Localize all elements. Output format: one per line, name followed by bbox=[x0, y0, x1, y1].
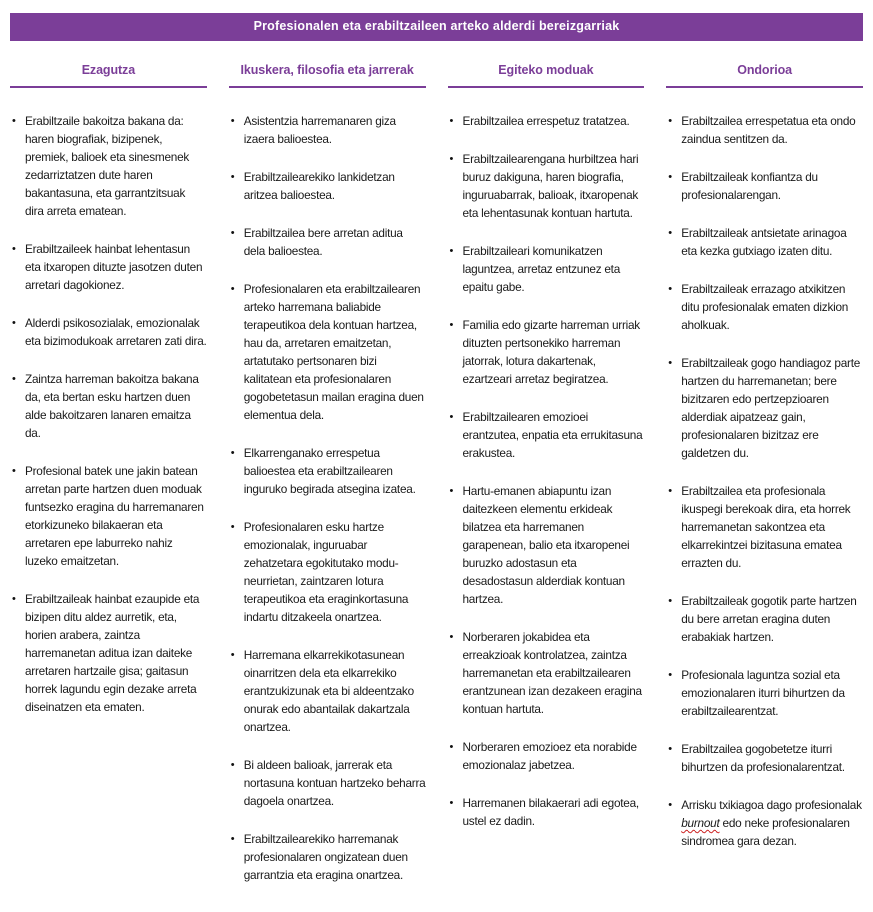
bullet-icon: • bbox=[230, 447, 235, 459]
list-item bbox=[666, 280, 863, 334]
list-item-text: Profesionalaren esku hartze emozionalak, inguruabar zehatzetara egokitutako modu-neurrietan, zaintzaren lotura terapeutikoa eta eraginkortasuna indartu ditzakeela onartzea. bbox=[243, 520, 409, 624]
bullet-icon: • bbox=[668, 669, 672, 681]
list-item bbox=[666, 354, 863, 462]
bullet-icon: • bbox=[668, 357, 672, 369]
bullet-list bbox=[448, 112, 645, 830]
list-item bbox=[666, 482, 863, 572]
list-item-text: Erabiltzaileak gogo handiagoz parte hartzen du harremanetan; bere bizitzaren edo pertzepzioaren alderdiak aipatzeaz gain, profesionalaren bizitzaz ere galdetzen du. bbox=[681, 356, 861, 460]
list-item-text: Erabiltzailea errespetuz tratatzea. bbox=[462, 114, 630, 128]
column-3 bbox=[448, 63, 645, 904]
list-item-text: Harremanen bilakaerari adi egotea, ustel ez dadin. bbox=[462, 796, 639, 828]
bullet-icon: • bbox=[668, 115, 672, 127]
list-item bbox=[10, 314, 207, 350]
table-title-bar bbox=[10, 13, 863, 41]
list-item-text: Erabiltzailearengana hurbiltzea hari buruz dakiguna, haren biografia, inguruabarrak, balioak, itxaropenak eta lehentasunak kontuan hartuta. bbox=[462, 152, 639, 220]
list-item-text: Erabiltzaileak konfiantza du profesionalarengan. bbox=[681, 170, 818, 202]
list-item bbox=[229, 444, 426, 498]
list-item-text: Erabiltzailearekiko lankidetzan aritzea balioestea. bbox=[243, 170, 395, 202]
list-item bbox=[10, 370, 207, 442]
bullet-icon: • bbox=[12, 317, 16, 329]
bullet-icon: • bbox=[12, 465, 16, 477]
misspelled-word: burnout bbox=[681, 816, 720, 830]
columns bbox=[10, 63, 863, 904]
list-item bbox=[448, 112, 645, 130]
list-item-text: Erabiltzaileak hainbat ezaupide eta bizipen ditu aldez aurretik, eta, horien arabera, zaintza harremanetan aditua izan daiteke arretaren hartzaile gisa; gaitasun horrek lagundu egin dezake arreta diseinatzen eta ematen. bbox=[25, 592, 200, 714]
bullet-list bbox=[666, 112, 863, 850]
bullet-icon: • bbox=[668, 595, 672, 607]
bullet-icon: • bbox=[449, 411, 454, 423]
list-item-text: Hartu-emanen abiapuntu izan daitezkeen elementu erkideak bilatzea eta harremanen garapenean, balio eta itxaropenei buruzko adostasun eta desadostasun alderdiak kontuan hartzea. bbox=[462, 484, 630, 606]
column-1 bbox=[10, 63, 207, 904]
list-item-text: Familia edo gizarte harreman urriak dituzten pertsonekiko harreman jatorrak, lotura dakartenak, ezartzeari arretaz begiratzea. bbox=[462, 318, 640, 386]
list-item-text: Erabiltzailearekiko harremanak profesionalaren ongizatean duen garrantzia eta eragina onartzea. bbox=[243, 832, 408, 882]
list-item-text: Erabiltzailea bere arretan aditua dela balioestea. bbox=[243, 226, 403, 258]
list-item bbox=[229, 112, 426, 148]
table-title: Profesionalen eta erabiltzaileen arteko alderdi bereizgarriak bbox=[253, 19, 620, 33]
list-item-text: Profesional batek une jakin batean arretan parte hartzen duen moduak funtsezko eragina du harremanaren etorkizuneko bilakaeran eta arretaren epe laburreko nahiz luzeko emaitzetan. bbox=[25, 464, 204, 568]
bullet-icon: • bbox=[668, 799, 672, 811]
list-item bbox=[448, 316, 645, 388]
bullet-icon: • bbox=[12, 593, 16, 605]
bullet-icon: • bbox=[230, 649, 235, 661]
list-item-text: Erabiltzaileek hainbat lehentasun eta itxaropen dituzte jasotzen duten arretari dagokionez. bbox=[25, 242, 203, 292]
bullet-icon: • bbox=[449, 319, 454, 331]
bullet-icon: • bbox=[668, 227, 672, 239]
list-item bbox=[229, 280, 426, 424]
bullet-icon: • bbox=[449, 797, 454, 809]
list-item-text: Profesionalaren eta erabiltzailearen arteko harremana baliabide terapeutikoa dela kontuan hartzea, hau da, arretaren emaitzetan, artatutako pertsonaren bizi kalitatean eta profesionalaren gogobetetasun mailan eragina duen elementua dela. bbox=[243, 282, 424, 422]
list-item-text: Erabiltzailea gogobetetze iturri bihurtzen da profesionalarentzat. bbox=[681, 742, 845, 774]
bullet-icon: • bbox=[12, 243, 16, 255]
list-item-text: Profesionala laguntza sozial eta emozionalaren iturri bihurtzen da erabiltzailearentzat. bbox=[681, 668, 845, 718]
list-item bbox=[448, 150, 645, 222]
list-item bbox=[666, 592, 863, 646]
bullet-icon: • bbox=[230, 521, 235, 533]
list-item bbox=[666, 796, 863, 850]
bullet-icon: • bbox=[230, 759, 235, 771]
column-4 bbox=[666, 63, 863, 904]
list-item-text: Arrisku txikiagoa dago profesionalak burnout edo neke profesionalaren sindromea gara dezan. bbox=[681, 798, 862, 848]
list-item bbox=[666, 740, 863, 776]
column-header: Ikuskera, filosofia eta jarrerak bbox=[229, 63, 426, 88]
list-item-text: Erabiltzaileak gogotik parte hartzen du bere arretan eragina duten erabakiak hartzen. bbox=[681, 594, 857, 644]
list-item-text: Norberaren emozioez eta norabide emozionalaz jabetzea. bbox=[462, 740, 637, 772]
list-item bbox=[229, 518, 426, 626]
bullet-icon: • bbox=[12, 373, 16, 385]
list-item bbox=[229, 756, 426, 810]
list-item bbox=[10, 590, 207, 716]
list-item-text: Erabiltzailea eta profesionala ikuspegi berekoak dira, eta horrek harremanetan sakontzea eta elkarrekintzei bizitasuna ematea errazten du. bbox=[681, 484, 851, 570]
bullet-icon: • bbox=[668, 171, 672, 183]
list-item bbox=[448, 408, 645, 462]
list-item-text: Norberaren jokabidea eta erreakzioak kontrolatzea, zaintza harremanetan eta erabiltzailearen erantzunean izan dezakeen eragina kontuan hartuta. bbox=[462, 630, 642, 716]
column-2 bbox=[229, 63, 426, 904]
list-item-text: Asistentzia harremanaren giza izaera balioestea. bbox=[243, 114, 396, 146]
list-item-text: Erabiltzaileak errazago atxikitzen ditu profesionalak ematen dizkion aholkuak. bbox=[681, 282, 849, 332]
list-item-text: Alderdi psikosozialak, emozionalak eta bizimodukoak arretaren zati dira. bbox=[25, 316, 207, 348]
list-item bbox=[448, 242, 645, 296]
list-item-text: Erabiltzailearen emozioei erantzutea, enpatia eta errukitasuna erakustea. bbox=[462, 410, 643, 460]
list-item bbox=[448, 794, 645, 830]
list-item bbox=[448, 738, 645, 774]
list-item bbox=[448, 482, 645, 608]
column-header: Ezagutza bbox=[10, 63, 207, 88]
list-item bbox=[666, 224, 863, 260]
column-header: Egiteko moduak bbox=[448, 63, 645, 88]
bullet-icon: • bbox=[449, 741, 454, 753]
list-item-text: Bi aldeen balioak, jarrerak eta nortasuna kontuan hartzeko beharra dagoela onartzea. bbox=[243, 758, 426, 808]
list-item-text: Zaintza harreman bakoitza bakana da, eta bertan esku hartzen duen alde bakoitzaren lanaren emaitza da. bbox=[25, 372, 199, 440]
bullet-icon: • bbox=[449, 245, 454, 257]
bullet-icon: • bbox=[12, 115, 16, 127]
bullet-icon: • bbox=[230, 171, 235, 183]
list-item bbox=[229, 224, 426, 260]
list-item bbox=[666, 168, 863, 204]
list-item-text: Elkarrenganako errespetua balioestea eta erabiltzailearen inguruko begirada atsegina izatea. bbox=[243, 446, 416, 496]
bullet-icon: • bbox=[449, 485, 454, 497]
bullet-icon: • bbox=[668, 743, 672, 755]
bullet-icon: • bbox=[668, 283, 672, 295]
list-item bbox=[10, 240, 207, 294]
bullet-icon: • bbox=[230, 115, 235, 127]
list-item bbox=[10, 462, 207, 570]
list-item bbox=[666, 666, 863, 720]
bullet-icon: • bbox=[230, 283, 235, 295]
list-item-text: Erabiltzailea errespetatua eta ondo zaindua sentitzen da. bbox=[681, 114, 856, 146]
list-item-text: Harremana elkarrekikotasunean oinarritzen dela eta elkarrekiko erantzukizunak eta bi aldeentzako onurak edo abantailak dakartzala onartzea. bbox=[243, 648, 414, 734]
list-item-text: Erabiltzaileak antsietate arinagoa eta kezka gutxiago izaten ditu. bbox=[681, 226, 847, 258]
bullet-list bbox=[10, 112, 207, 716]
list-item bbox=[229, 646, 426, 736]
list-item bbox=[448, 628, 645, 718]
bullet-icon: • bbox=[449, 115, 454, 127]
column-header: Ondorioa bbox=[666, 63, 863, 88]
bullet-list bbox=[229, 112, 426, 884]
list-item-text: Erabiltzaileari komunikatzen laguntzea, arretaz entzunez eta epaitu gabe. bbox=[462, 244, 621, 294]
list-item bbox=[229, 168, 426, 204]
bullet-icon: • bbox=[449, 153, 454, 165]
list-item bbox=[229, 830, 426, 884]
list-item-text: Erabiltzaile bakoitza bakana da: haren biografiak, bizipenek, premiek, balioek eta sinesmenek zedarriztatzen dute haren bakantasuna, eta garrantzitsuak dira arreta ematean. bbox=[25, 114, 190, 218]
bullet-icon: • bbox=[230, 227, 235, 239]
list-item bbox=[10, 112, 207, 220]
list-item bbox=[666, 112, 863, 148]
bullet-icon: • bbox=[668, 485, 672, 497]
bullet-icon: • bbox=[449, 631, 454, 643]
bullet-icon: • bbox=[230, 833, 235, 845]
